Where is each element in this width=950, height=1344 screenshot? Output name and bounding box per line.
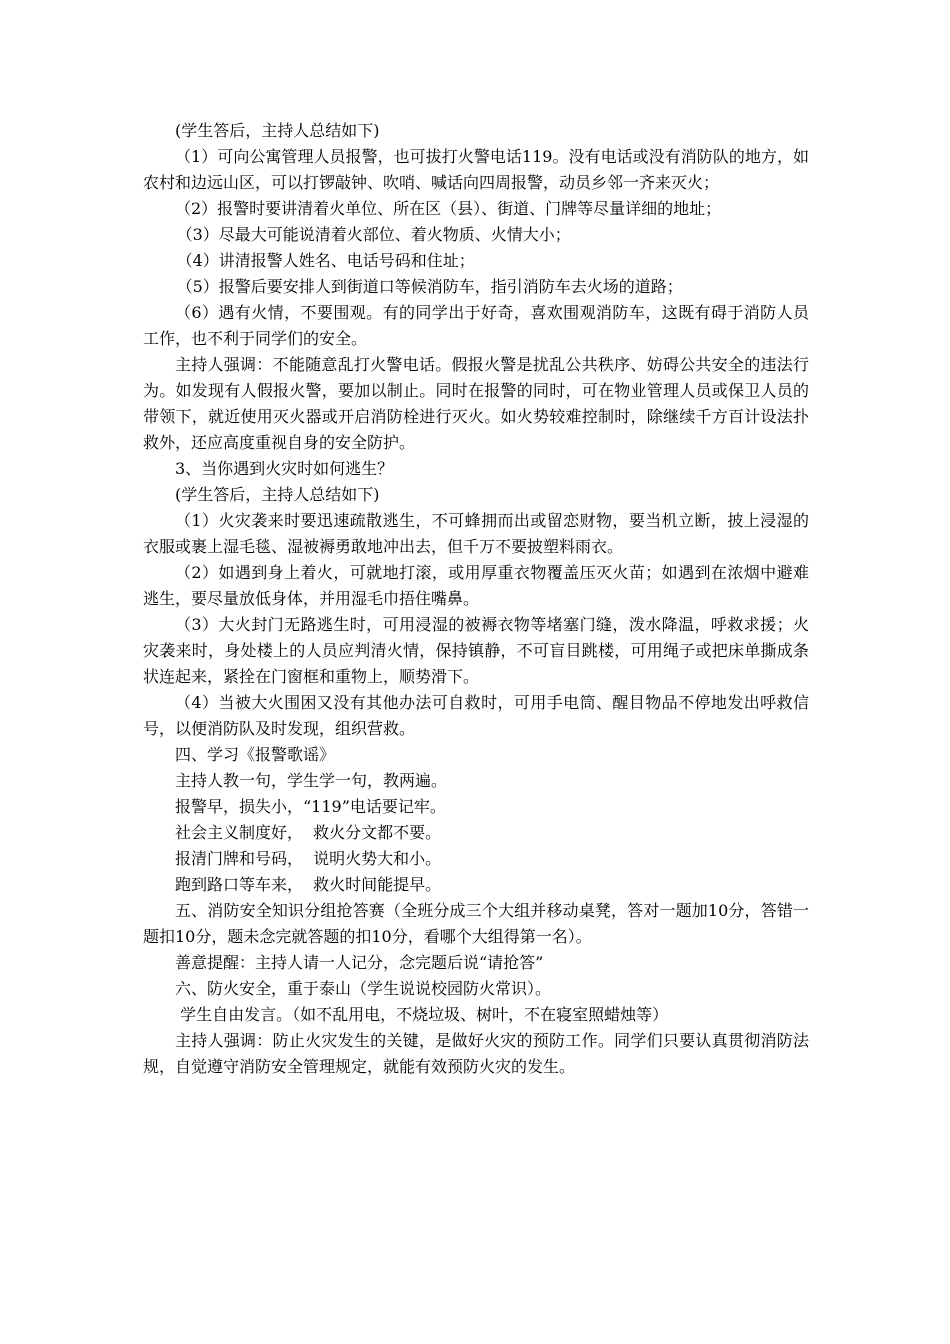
paragraph-report-item-2: （2）报警时要讲清着火单位、所在区（县）、街道、门牌等尽量详细的地址； <box>175 199 722 218</box>
paragraph-host-emphasis-1: 主持人强调：不能随意乱打火警电话。假报火警是扰乱公共秩序、妨碍公共安全的违法行为。如发现有人假报火警，要加以制止。同时在报警的同时，可在物业管理人员或保卫人员的带领下，就近使用灭火器或开启消防栓进行灭火。如火势较难控制时，除继续千方百计设法扑救外，还应高度重视自身的安全防护。 <box>143 355 809 452</box>
paragraph-summary-intro-1: (学生答后，主持人总结如下) <box>175 121 380 140</box>
document-page <box>143 118 809 1080</box>
paragraph-escape-item-3: （3）大火封门无路逃生时，可用浸湿的被褥衣物等堵塞门缝，泼水降温，呼救求援；火灾袭来时，身处楼上的人员应判清火情，保持镇静，不可盲目跳楼，可用绳子或把床单撕成条状连起来，紧拴在门窗框和重物上，顺势滑下。 <box>143 615 809 686</box>
section-heading-rhyme: 四、学习《报警歌谣》 <box>175 745 336 764</box>
rhyme-line-1: 报警早，损失小，“119”电话要记牢。 <box>175 797 446 816</box>
rhyme-line-4: 跑到路口等车来， 救火时间能提早。 <box>175 875 442 894</box>
section-heading-escape: 3、当你遇到火灾时如何逃生？ <box>175 459 394 478</box>
paragraph-free-speech: 学生自由发言。（如不乱用电，不烧垃圾、树叶，不在寝室照蜡烛等） <box>175 1005 669 1024</box>
paragraph-summary-intro-2: (学生答后，主持人总结如下) <box>175 485 380 504</box>
rhyme-line-3: 报清门牌和号码， 说明火势大和小。 <box>175 849 442 868</box>
section-heading-quiz: 五、消防安全知识分组抢答赛（全班分成三个大组并移动桌凳，答对一题加10分，答错一题扣10分，题未念完就答题的扣10分，看哪个大组得第一名）。 <box>143 901 809 946</box>
paragraph-report-item-1: （1）可向公寓管理人员报警，也可拔打火警电话119。没有电话或没有消防队的地方，如农村和边远山区，可以打锣敲钟、吹哨、喊话向四周报警，动员乡邻一齐来灭火； <box>143 147 809 192</box>
paragraph-quiz-reminder: 善意提醒：主持人请一人记分，念完题后说“请抢答” <box>175 953 544 972</box>
section-heading-fire-safety: 六、防火安全，重于泰山（学生说说校园防火常识）。 <box>175 979 552 998</box>
paragraph-report-item-5: （5）报警后要安排人到街道口等候消防车，指引消防车去火场的道路； <box>176 277 683 296</box>
paragraph-escape-item-4: （4）当被大火围困又没有其他办法可自救时，可用手电筒、醒目物品不停地发出呼救信号，以便消防队及时发现，组织营救。 <box>143 693 809 738</box>
paragraph-report-item-6: （6）遇有火情，不要围观。有的同学出于好奇，喜欢围观消防车，这既有碍于消防人员工作，也不利于同学们的安全。 <box>143 303 809 348</box>
paragraph-host-emphasis-2: 主持人强调：防止火灾发生的关键，是做好火灾的预防工作。同学们只要认真贯彻消防法规，自觉遵守消防安全管理规定，就能有效预防火灾的发生。 <box>143 1031 809 1076</box>
paragraph-escape-item-1: （1）火灾袭来时要迅速疏散逃生，不可蜂拥而出或留恋财物，要当机立断，披上浸湿的衣服或裹上湿毛毯、湿被褥勇敢地冲出去，但千万不要披塑料雨衣。 <box>143 511 809 556</box>
paragraph-report-item-4: （4）讲清报警人姓名、电话号码和住址； <box>176 251 475 270</box>
paragraph-rhyme-instruction: 主持人教一句，学生学一句，教两遍。 <box>175 771 448 790</box>
paragraph-report-item-3: （3）尽最大可能说清着火部位、着火物质、火情大小； <box>176 225 571 244</box>
paragraph-escape-item-2: （2）如遇到身上着火，可就地打滚，或用厚重衣物覆盖压灭火苗；如遇到在浓烟中避难逃生，要尽量放低身体，并用湿毛巾捂住嘴鼻。 <box>143 563 809 608</box>
rhyme-line-2: 社会主义制度好， 救火分文都不要。 <box>175 823 442 842</box>
